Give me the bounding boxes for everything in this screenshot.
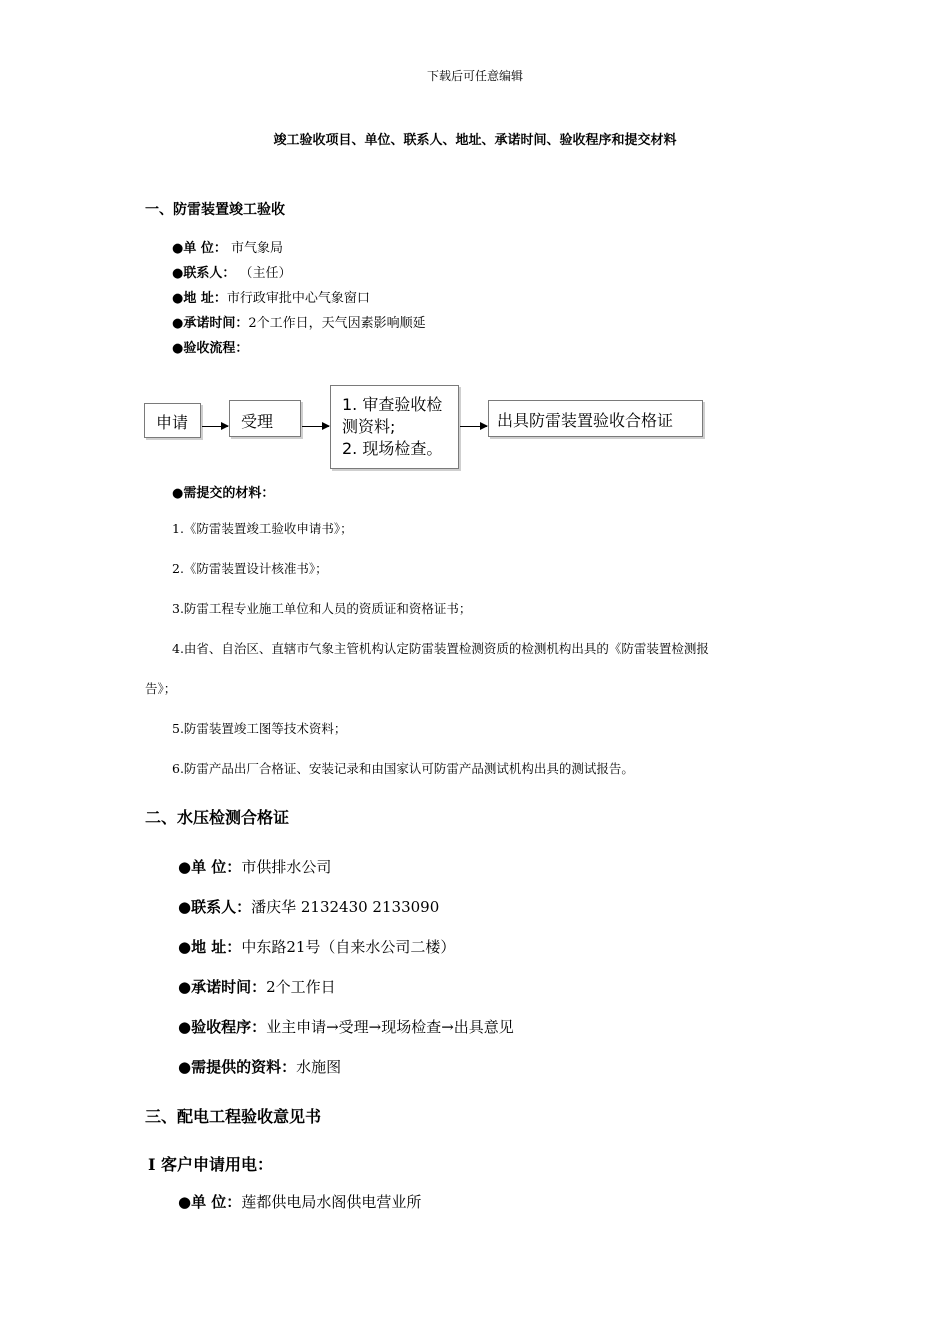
field-label: ●需提供的资料： xyxy=(178,1058,297,1076)
field-value: 业主申请→受理→现场检查→出具意见 xyxy=(266,1018,514,1036)
section-2-unit xyxy=(178,856,331,877)
section-2-contact xyxy=(178,896,439,917)
field-label: ●地 址： xyxy=(178,938,242,956)
material-item: 6.防雷产品出厂合格证、安装记录和由国家认可防雷产品测试机构出具的测试报告。 xyxy=(172,761,634,776)
field-label: ●验收程序： xyxy=(178,1018,267,1036)
flow-step-label: 受理 xyxy=(241,412,274,431)
flow-step-line: 测资料; xyxy=(342,417,396,436)
section-2-title: 二、水压检测合格证 xyxy=(145,808,290,827)
flow-arrow xyxy=(460,426,487,427)
section-3-unit xyxy=(178,1191,421,1212)
section-2-promise-time xyxy=(178,976,336,997)
field-label: ●验收流程： xyxy=(172,341,249,356)
field-value: 市气象局 xyxy=(226,241,284,256)
section-2-address xyxy=(178,936,455,957)
flow-step-line: 2. 现场检查。 xyxy=(342,439,443,458)
section-3-title: 三、配电工程验收意见书 xyxy=(145,1107,322,1126)
field-label: ●联系人： xyxy=(178,898,252,916)
flow-step-apply xyxy=(144,403,201,438)
section-2-procedure xyxy=(178,1016,514,1037)
field-value: 2个工作日，天气因素影响顺延 xyxy=(248,316,426,331)
field-label: ●单 位： xyxy=(178,1193,242,1211)
field-value: 莲都供电局水阁供电营业所 xyxy=(241,1193,422,1211)
field-value: 潘庆华 2132430 2133090 xyxy=(251,898,440,916)
flow-step-line: 1. 审查验收检 xyxy=(342,395,443,414)
material-item: 1.《防雷装置竣工验收申请书》； xyxy=(172,521,353,536)
material-item: 5.防雷装置竣工图等技术资料； xyxy=(172,721,347,736)
material-item: 3.防雷工程专业施工单位和人员的资质证和资格证书； xyxy=(172,601,472,616)
field-label: ●承诺时间： xyxy=(178,978,267,996)
flow-step-label: 出具防雷装置验收合格证 xyxy=(497,411,674,430)
field-value: 市供排水公司 xyxy=(241,858,332,876)
material-item-continued: 告》； xyxy=(145,681,177,696)
materials-title-text: ●需提交的材料： xyxy=(172,486,275,501)
materials-title xyxy=(172,482,274,501)
section-2-materials xyxy=(178,1056,341,1077)
field-label: ●单 位： xyxy=(178,858,242,876)
field-label: ●联系人： xyxy=(172,266,236,281)
flow-arrow xyxy=(202,426,228,427)
page-title: 竣工验收项目、单位、联系人、地址、承诺时间、验收程序和提交材料 xyxy=(273,133,677,148)
section-1-address xyxy=(172,287,370,306)
field-value: 中东路21号（自来水公司二楼） xyxy=(241,938,456,956)
material-item: 4.由省、自治区、直辖市气象主管机构认定防雷装置检测资质的检测机构出具的《防雷装置检测报 xyxy=(172,641,709,656)
section-1-promise-time xyxy=(172,312,426,331)
flow-step-certificate xyxy=(488,400,703,437)
section-1-flow-label xyxy=(172,337,248,356)
material-item: 2.《防雷装置设计核准书》； xyxy=(172,561,328,576)
flow-step-accept xyxy=(229,400,301,437)
section-1-title: 一、防雷装置竣工验收 xyxy=(145,202,285,218)
flow-arrow xyxy=(302,426,329,427)
field-value: （主任） xyxy=(235,266,292,281)
header-note: 下载后可任意编辑 xyxy=(426,69,523,83)
field-value: 市行政审批中心气象窗口 xyxy=(226,291,370,306)
flow-step-label: 申请 xyxy=(156,413,189,432)
field-label: ●承诺时间： xyxy=(172,316,249,331)
field-label: ●单 位： xyxy=(172,241,227,256)
field-label: ●地 址： xyxy=(172,291,227,306)
field-value: 2个工作日 xyxy=(266,978,336,996)
section-1-unit xyxy=(172,237,283,256)
field-value: 水施图 xyxy=(296,1058,342,1076)
flow-step-review xyxy=(330,385,459,469)
section-1-contact xyxy=(172,262,291,281)
section-3-subtitle: Ⅰ 客户申请用电： xyxy=(148,1155,274,1174)
